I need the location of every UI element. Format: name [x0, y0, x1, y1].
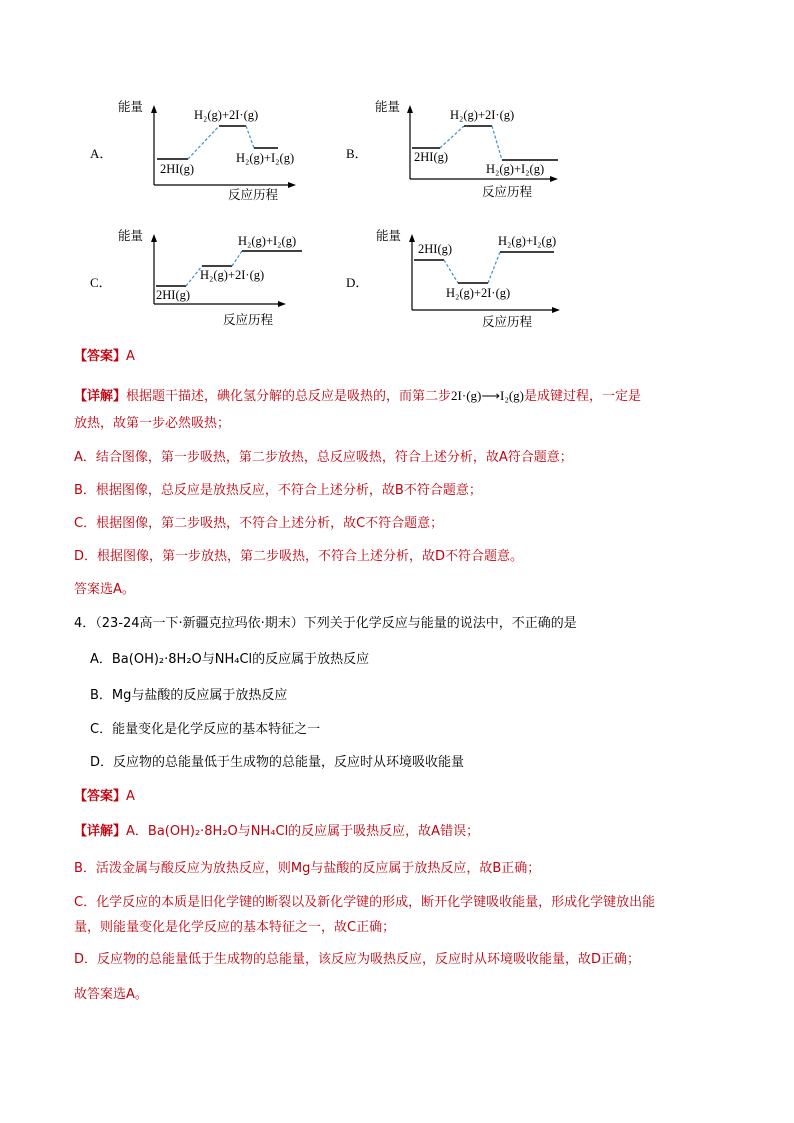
axis-x-label: 反应历程	[482, 184, 533, 199]
level-label: 2HI(g)	[160, 162, 195, 176]
answer-line	[74, 345, 135, 364]
energy-diagram-b	[346, 95, 576, 205]
level-label: 2HI(g)	[156, 288, 191, 302]
detail-text: 是成键过程，一定是	[524, 389, 642, 404]
detail-tag: 【详解】	[74, 389, 127, 404]
level-label: H₂(g)+2I·(g)	[194, 108, 259, 122]
analysis-line: D．根据图像，第一步放热，第二步吸热，不符合上述分析，故D不符合题意。	[74, 549, 524, 564]
question-option: A．Ba(OH)₂·8H₂O与NH₄Cl的反应属于放热反应	[90, 652, 370, 667]
level-label: H₂(g)+I₂(g)	[236, 151, 295, 165]
detail-tag: 【详解】	[74, 824, 127, 839]
question-stem: 4．（23-24高一下·新疆克拉玛依·期末）下列关于化学反应与能量的说法中，不正确的是	[74, 616, 577, 631]
option-letter: A．	[90, 146, 113, 161]
analysis-line: B．活泼金属与酸反应为放热反应，则Mg与盐酸的反应属于放热反应，故B正确；	[74, 861, 541, 876]
energy-diagram-c	[90, 224, 320, 334]
question-option: C．能量变化是化学反应的基本特征之一	[90, 722, 321, 737]
analysis-line: B．根据图像，总反应是放热反应，不符合上述分析，故B不符合题意；	[74, 483, 482, 498]
energy-diagram-d	[346, 224, 576, 334]
detail-line	[74, 820, 479, 839]
option-letter: D．	[346, 275, 369, 290]
axis-y-label: 能量	[375, 99, 401, 114]
answer-value: A	[126, 349, 135, 364]
level-label: 2HI(g)	[418, 242, 453, 256]
axis-y-label: 能量	[376, 228, 402, 243]
level-label: H₂(g)+I₂(g)	[238, 234, 297, 248]
axis-y-label: 能量	[118, 99, 144, 114]
axis-x-label: 反应历程	[228, 187, 279, 202]
detail-text: A．Ba(OH)₂·8H₂O与NH₄Cl的反应属于吸热反应，故A错误；	[126, 824, 480, 839]
analysis-line: D．反应物的总能量低于生成物的总能量，该反应为吸热反应，反应时从环境吸收能量，故D正确；	[74, 952, 641, 967]
answer-tag: 【答案】	[74, 349, 127, 364]
question-option: B．Mg与盐酸的反应属于放热反应	[90, 688, 288, 703]
detail-line	[74, 412, 230, 431]
detail-text: 放热，故第一步必然吸热；	[74, 416, 231, 431]
detail-text: 根据题干描述，碘化氢分解的总反应是吸热的，而第二步	[126, 389, 452, 404]
question-option: D．反应物的总能量低于生成物的总能量，反应时从环境吸收能量	[90, 755, 465, 770]
level-label: H₂(g)+I₂(g)	[486, 162, 545, 176]
axis-x-label: 反应历程	[482, 314, 533, 329]
analysis-line: 量，则能量变化是化学反应的基本特征之一，故C正确；	[74, 920, 396, 935]
final-answer: 答案选A。	[74, 582, 135, 597]
answer-line	[74, 785, 135, 804]
level-label: H₂(g)+2I·(g)	[200, 268, 265, 282]
level-label: H₂(g)+2I·(g)	[446, 286, 511, 300]
level-label: H₂(g)+I₂(g)	[498, 234, 557, 248]
axis-x-label: 反应历程	[223, 312, 274, 327]
level-label: H₂(g)+2I·(g)	[450, 108, 515, 122]
analysis-line: C．根据图像，第二步吸热，不符合上述分析，故C不符合题意；	[74, 516, 444, 531]
energy-diagram-a	[90, 95, 320, 205]
option-letter: B．	[346, 146, 368, 161]
detail-formula: 2I·(g)⟶I₂(g)	[451, 388, 525, 403]
answer-value: A	[126, 789, 135, 804]
detail-line	[74, 385, 641, 404]
level-label: 2HI(g)	[414, 150, 449, 164]
answer-tag: 【答案】	[74, 789, 127, 804]
final-answer: 故答案选A。	[74, 987, 148, 1002]
axis-y-label: 能量	[118, 228, 144, 243]
analysis-line: A．结合图像，第一步吸热，第二步放热，总反应吸热，符合上述分析，故A符合题意；	[74, 450, 573, 465]
analysis-line: C．化学反应的本质是旧化学键的断裂以及新化学键的形成，断开化学键吸收能量，形成化学键放出能	[74, 895, 656, 910]
option-letter: C．	[90, 275, 112, 290]
